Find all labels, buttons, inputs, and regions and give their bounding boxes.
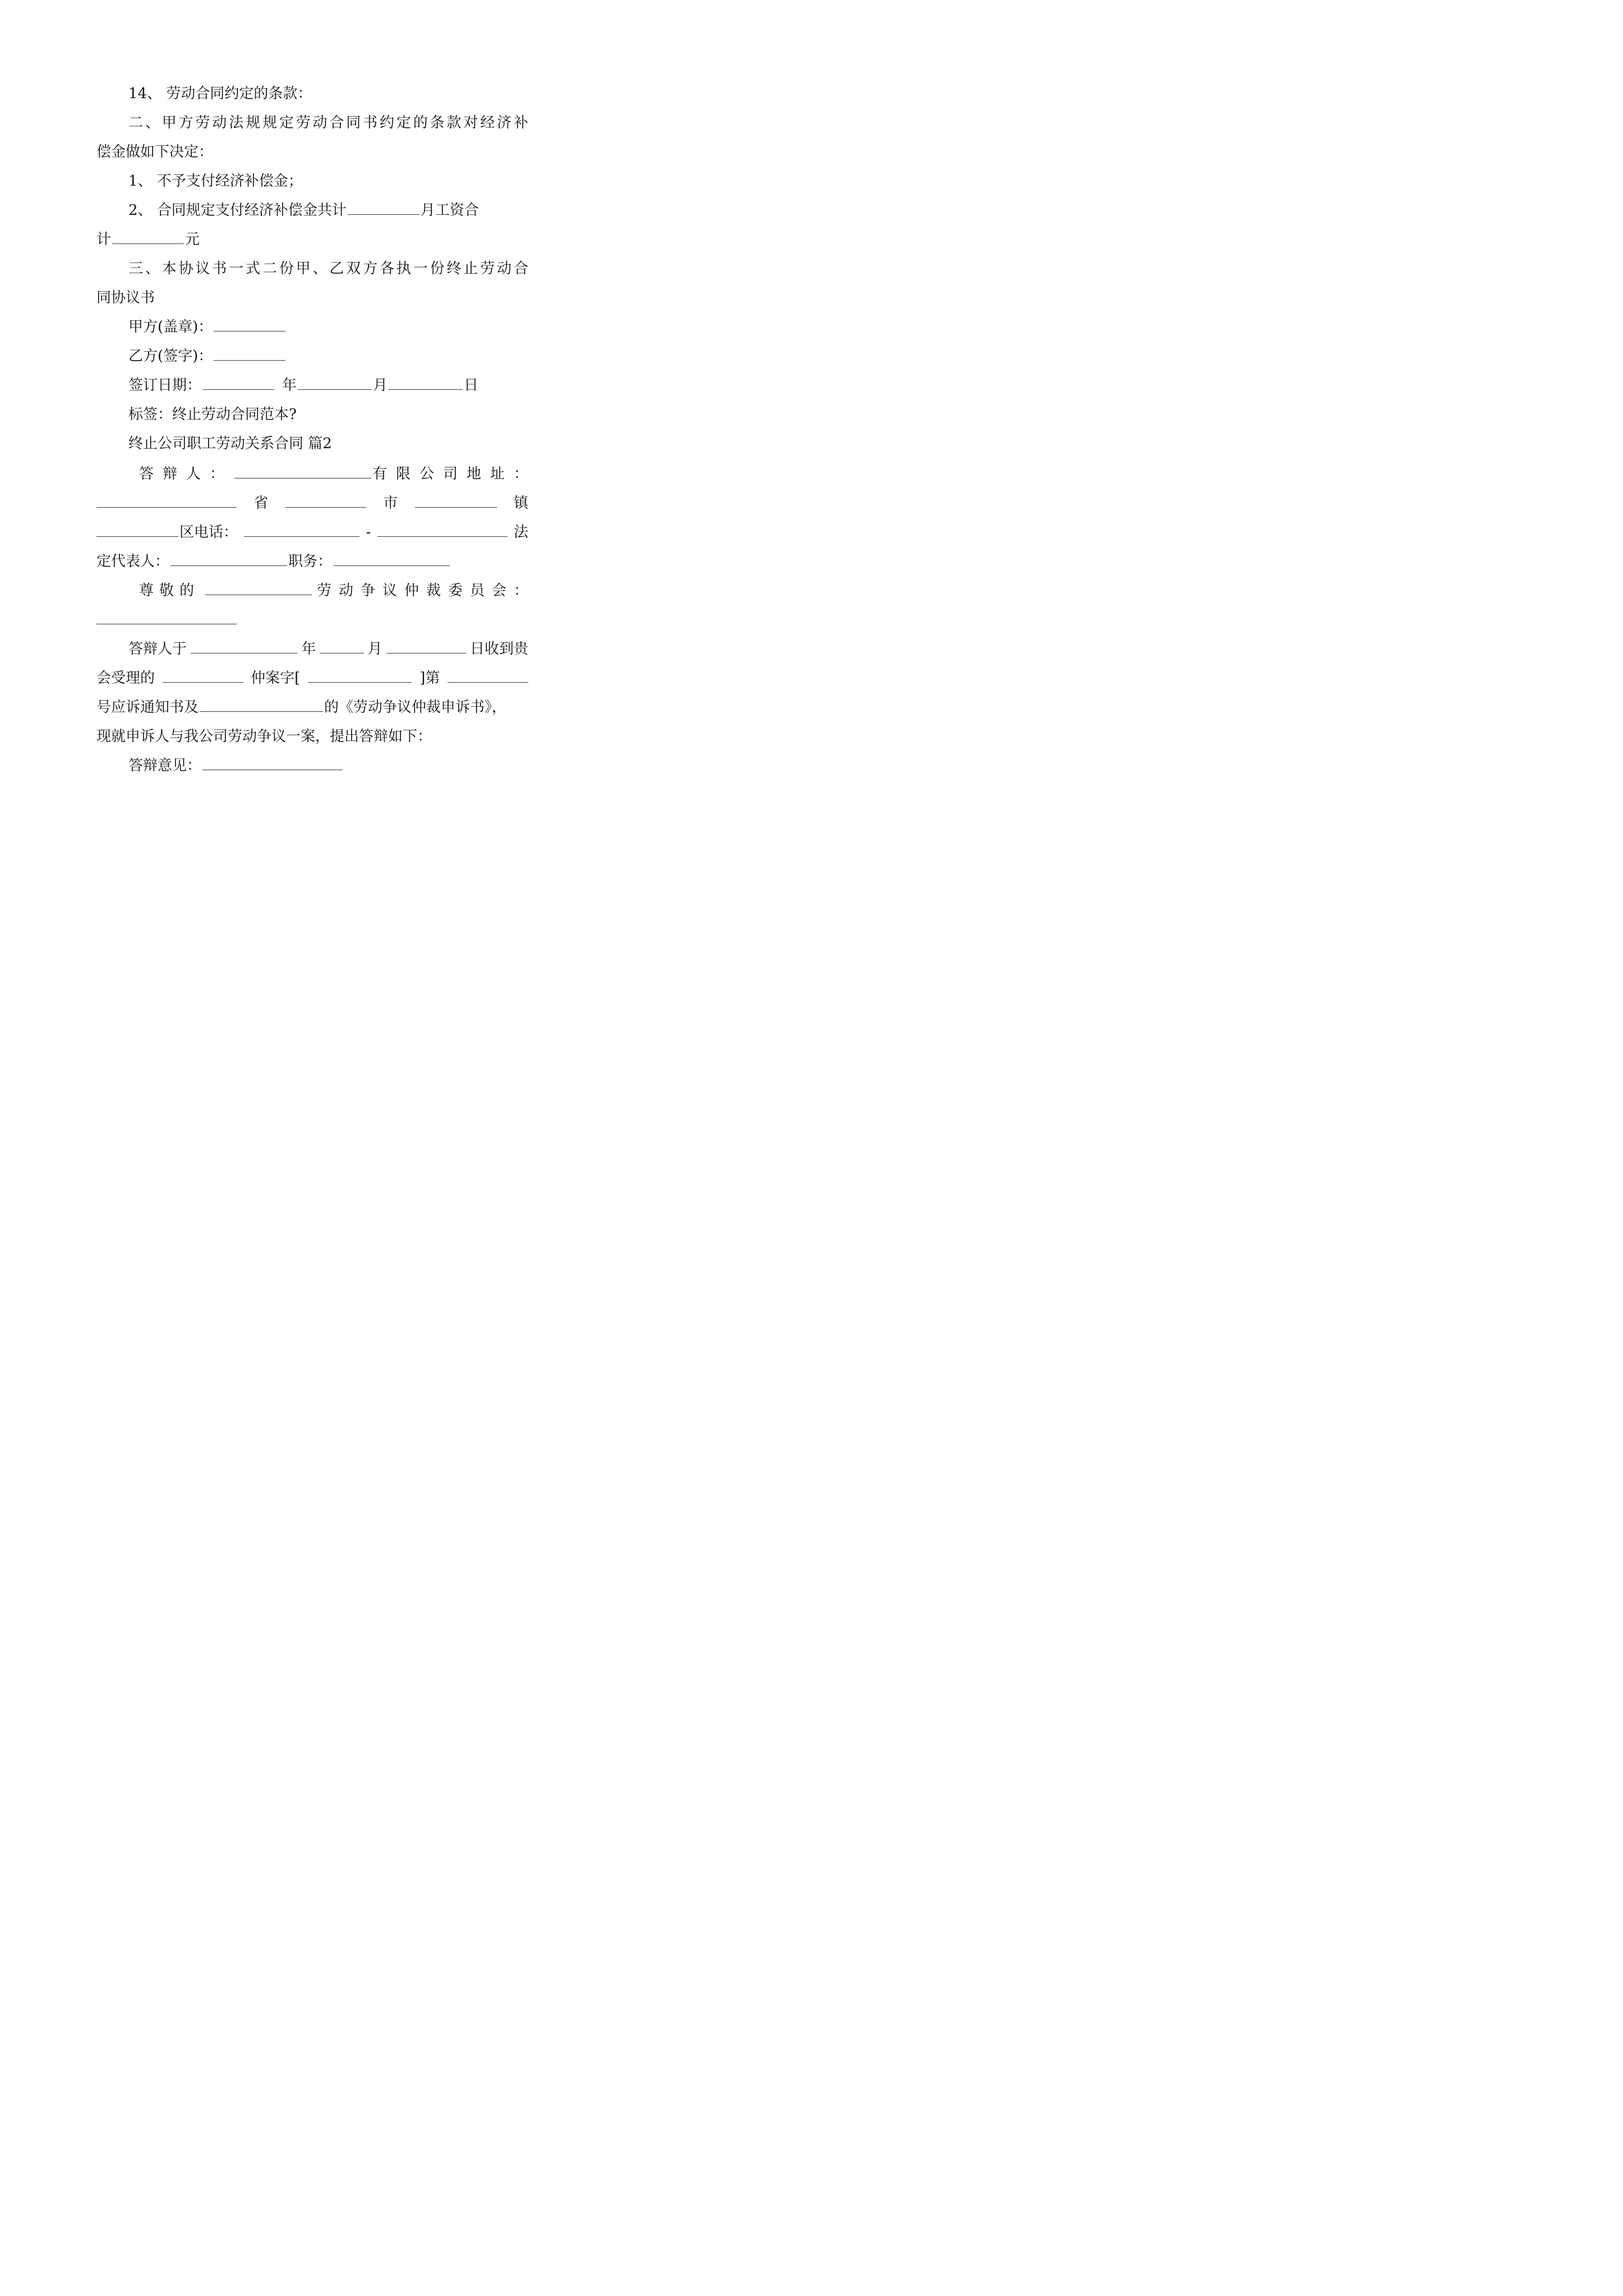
case-number-line: 会受理的 仲案字[ ]第 — [96, 669, 528, 688]
tags-line: 标签：终止劳动合同范本? — [128, 406, 297, 423]
document-page — [0, 0, 624, 884]
section-2-heading-continuation: 偿金做如下决定： — [96, 144, 214, 160]
year-blank — [202, 376, 274, 390]
party-b-sign-line: 乙方(签字)： — [128, 347, 528, 366]
party-a-seal-line: 甲方(盖章)： — [128, 318, 528, 337]
defense-opinion-blank — [202, 756, 343, 770]
legal-rep-line: 定代表人： 职务： — [96, 552, 528, 571]
defense-opinion-line: 答辩意见： — [128, 756, 528, 775]
item-2-continuation: 计 元 — [96, 231, 200, 248]
received-year-blank — [191, 639, 297, 654]
respondent-line: 答辩人： 有限公司地址： — [139, 466, 537, 482]
legal-rep-blank — [170, 552, 287, 566]
province-blank — [285, 494, 366, 508]
section-3-line: 三、本协议书一式二份甲、乙双方各执一份终止劳动合 — [128, 260, 528, 277]
months-blank — [348, 201, 419, 215]
party-b-sign-blank — [214, 347, 285, 361]
amount-blank — [112, 230, 184, 244]
salutation-line: 尊敬的 劳动争议仲裁委员会： — [139, 582, 536, 599]
address-line: 省 市 镇 — [96, 494, 528, 513]
party-a-seal-blank — [214, 318, 285, 332]
clause-14-line: 14、 劳动合同约定的条款： — [128, 85, 312, 102]
month-blank — [298, 376, 372, 390]
position-blank — [333, 552, 450, 566]
applicant-blank — [200, 698, 323, 712]
defense-intro-line: 现就申诉人与我公司劳动争议一案，提出答辩如下： — [96, 728, 432, 745]
company-name-blank — [234, 464, 371, 478]
district-phone-line: 区电话： - 法 — [96, 523, 528, 542]
section-2-heading-line: 二、甲方劳动法规规定劳动合同书约定的条款对经济补 — [128, 114, 528, 131]
section-title: 终止公司职工劳动关系合同 篇2 — [128, 435, 332, 452]
salutation-continuation — [96, 610, 528, 629]
committee-name-blank — [205, 581, 312, 595]
signing-date-line: 签订日期： 年 月 日 — [128, 377, 479, 394]
phone-number-blank — [377, 523, 508, 537]
address-blank — [96, 494, 237, 508]
case-word-blank — [308, 669, 412, 683]
item-1-line: 1、 不予支付经济补偿金； — [128, 173, 303, 190]
phone-area-blank — [244, 523, 359, 537]
received-date-line: 答辩人于 年 月 日收到贵 — [128, 641, 528, 657]
received-month-blank — [320, 639, 364, 654]
notice-line: 号应诉通知书及 的《劳动争议仲裁申诉书》， — [96, 699, 507, 716]
received-day-blank — [386, 639, 466, 654]
district-blank — [96, 523, 178, 537]
city-blank — [415, 494, 497, 508]
accepted-blank — [163, 669, 243, 683]
item-2-line: 2、 合同规定支付经济补偿金共计 月工资合 — [128, 202, 479, 219]
section-3-continuation: 同协议书 — [96, 289, 155, 306]
committee-extra-blank — [96, 610, 237, 624]
case-no-blank — [448, 669, 528, 683]
day-blank — [389, 376, 463, 390]
